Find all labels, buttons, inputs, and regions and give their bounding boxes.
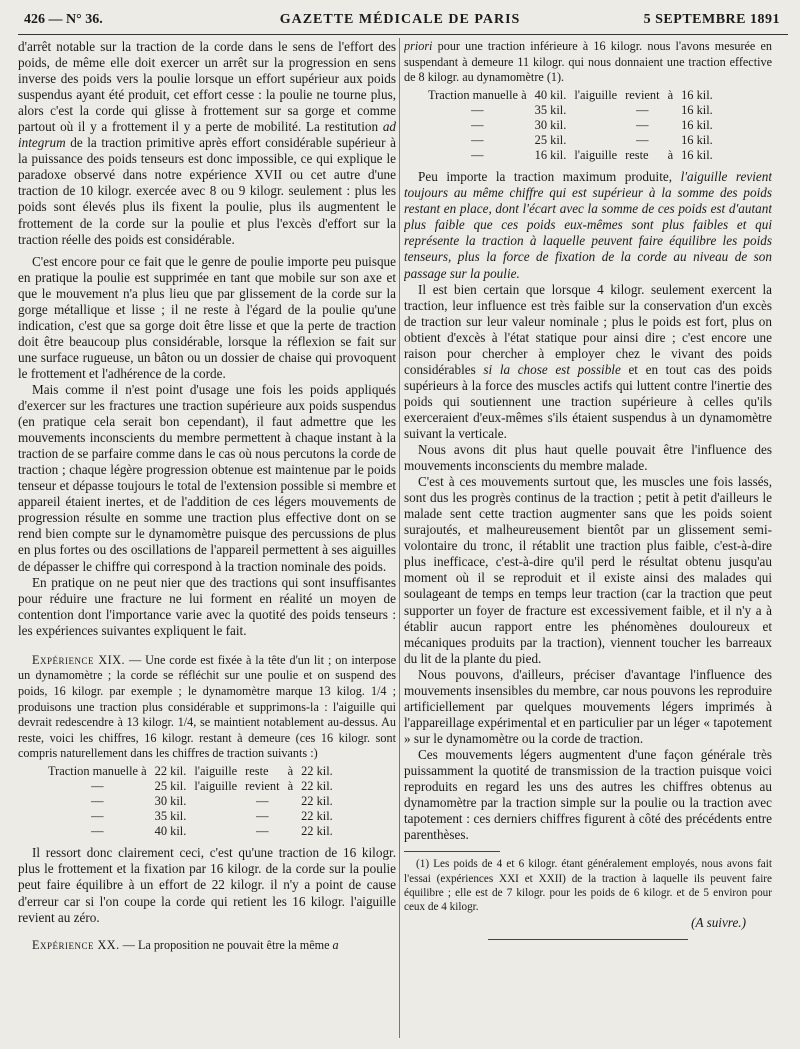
footnote-rule [404,851,500,852]
table-row: — 25 kil. l'aiguille revient à 22 kil. [91,778,333,793]
header-rule [18,34,788,35]
table-row: — 40 kil. — 22 kil. [91,824,333,839]
experiment-19: Expérience XIX. — Une corde est fixée à la tête d'un lit ; on interpose un dynamomètre ; la corde se réfléchit sur une poulie et on suspend des poids, 16 kilogr. par exemple ; le dynamomètre marque 13 kilog. 1/4 ; produisons une traction plus considérable et supprimons-la : l'aiguille qui devrait redescendre à 13 kilogr. 1/4, se maintient notablement au-dessus. Au reste, voici les chiffres, 16 kilogr. restant à demeure (ces 16 kilogr. sont compris naturellement dans les chiffres de traction suivants :) [18,652,396,761]
paragraph: priori pour une traction inférieure à 16 kilogr. nous l'avons mesurée en suspendant à demeure 11 kilogr. qui nous donnaient une traction effective de 8 kilogr. au dynamomètre (1). [404,39,772,85]
end-rule [488,939,688,940]
paragraph: Il ressort donc clairement ceci, c'est qu'une traction de 16 kilogr. plus le frottement et la fixation par 16 kilogr. de la corde sur la poulie peut faire équilibre à un effort de 22 kilogr. il n'y a point de cause d'erreur car si l'on coupe la corde qui retient les 16 kilogr. l'aiguille revient au zéro. [18,845,396,925]
issue-date: 5 SEPTEMBRE 1891 [643,12,780,27]
paragraph: Mais comme il n'est point d'usage une fois les poids appliqués d'exercer sur les fractures une traction supérieure aux poids suspendus (en pratique cela serait bon cependant), il faut admettre que les mouvements inconscients du membre permettent à chaque instant à la traction de se parfaire comme dans le cas où nous percutons la corde de traction ; chaque légère progression obtenue est maintenue par le poids tenseur et dépasse toujours le total de l'extension possible si membre et appareil étaient inertes, et de l'addition de ces légers mouvements de progression résulte en somme une traction plus effective dont on se rend bien compte sur le dynamomètre puisque des percussions de plus en plus fortes ou des oscillations de l'appareil permettent à ses aiguilles de dépasser le chiffre qui correspond à la traction nominale des poids. [18,381,396,574]
paragraph: Peu importe la traction maximum produite, l'aiguille revient toujours au même chiffre qui est supérieur à la somme des poids restant en place, dont l'écart avec la somme de ces poids est d'autant plus faible que ces poids eux-mêmes sont plus faibles et qui représente la traction à laquelle peuvent faire équilibre les poids tenseurs, plus la force de fixation de la corde au niveau de son passage sur la poulie. [404,169,772,281]
experiment-label: Expérience XIX. [32,652,126,667]
table-row: Traction manuelle à 40 kil. l'aiguille revient à 16 kil. [428,87,713,102]
paragraph: Ces mouvements légers augmentent d'une façon générale très puissamment la quotité de transmission de la traction puisque voici reproduits en regard les uns des autres les chiffres obtenus au dynamomètre par la traction simple sur la poulie ou la traction avec tapotement : ces derniers chiffres figurent à côté des précédents entre parenthèses. [404,746,772,843]
paragraph: C'est à ces mouvements surtout que, les muscles une fois lassés, sont dus les progrès continus de la traction ; petit à petit d'ailleurs le malade sent cette traction augmenter sans que les poids soient surajoutés, et malheureusement bientôt par un glissement semi-volontaire du tronc, il rétablit une traction plus faible, c'est-à-dire plus inefficace, c'est-à-dire qu'il perd le résultat obtenu jusqu'au moment où il se reproduit et il existe ainsi des malades qui soulageant de temps en temps leur traction (car la traction que peut supporter un foyer de fracture est excessivement faible, et il n'y a à établir aucun rapport entre les phénomènes douloureux et mécaniques produits par la traction), viennent toucher les barreaux du lit de la plante du pied. [404,474,772,666]
table-row: — 30 kil. — 16 kil. [471,117,713,132]
paragraph: Il est bien certain que lorsque 4 kilogr. seulement exercent la traction, leur influence est très faible sur la conservation d'un excès de traction sur leur valeur nominale ; plus le poids est fort, plus on obtient d'excès à l'état statique pour ainsi dire ; c'est encore une raison pour chercher à employer chez le vivant des poids considérables si la chose est possible et en tout cas des poids supérieurs à la force des muscles actifs qui luttent contre l'inertie des poids qui soutiennent une traction supérieure à celles qu'ils exerceraient d'eux-mêmes s'ils étaient suspendus à un dynamomètre suivant la verticale. [404,281,772,441]
footnote: (1) Les poids de 4 et 6 kilogr. étant généralement employés, nous avons fait l'essai (expériences XXI et XXII) de la traction à laquelle ils peuvent faire équilibre ; elle est de 7 kilogr. pour les poids de 6 kilogr. et de 5 environ pour ceux de 4 kilogr. [404,858,772,914]
paragraph: En pratique on ne peut nier que des tractions qui sont insuffisantes pour réduire une fracture ne lui forment en réalité un moyen de contention dont l'importance varie avec la quotité des poids tenseurs : les expériences suivantes expliquent le fait. [18,574,396,638]
right-column [404,39,772,1044]
table-row: — 35 kil. — 16 kil. [471,102,713,117]
table-row: — 35 kil. — 22 kil. [91,809,333,824]
column-divider [399,38,400,1038]
left-column [18,39,396,1044]
experiment-20: Expérience XX. — La proposition ne pouvait être la même a [32,937,339,952]
page-header [10,6,790,32]
traction-table-left [44,764,337,839]
table-row: — 30 kil. — 22 kil. [91,794,333,809]
experiment-label: Expérience XX. [32,937,120,952]
table-row: — 25 kil. — 16 kil. [471,133,713,148]
table-row: Traction manuelle à 22 kil. l'aiguille reste à 22 kil. [48,763,333,778]
paragraph: d'arrêt notable sur la traction de la corde dans le sens de l'effort des poids, de même elle doit exercer un arrêt sur la progression en sens inverse des poids vers la poulie lorsque un effort supérieur aux poids suspendus ayant été produit, cet effort cesse : la poulie ne tourne plus, alors c'est la corde qui glisse à frottement sur sa gorge et comme partout où il y a frottement il y a perte de mobilité. La restitution ad integrum de la traction primitive après effort considérable supérieur à la puissance des poids tenseurs est donc impossible, ce qui explique le paradoxe observé dans notre expérience XVII ou cet autre d'une traction de 10 kilogr. exercée avec 8 ou 9 kilogr. seulement : plus les poids sont élevés plus ils fixent la poulie, plus ils augmentent le frottement de la corde sur la poulie et plus l'excès d'effort sur la traction réelle des poids est considérable. [18,39,396,247]
to-be-continued: (A suivre.) [691,914,746,930]
traction-table-right [424,88,717,163]
paragraph: Nous avons dit plus haut quelle pouvait être l'influence des mouvements inconscients du membre malade. [404,442,772,474]
page-number: 426 — N° 36. [24,12,103,27]
journal-title: GAZETTE MÉDICALE DE PARIS [279,12,521,27]
table-row: — 16 kil. l'aiguille reste à 16 kil. [471,148,713,163]
paragraph: Nous pouvons, d'ailleurs, préciser d'avantage l'influence des mouvements insensibles du membre, car nous pouvons les reproduire artificiellement par quelques mouvements légers imprimés à l'appareillage expérimental et en particulier par un léger « tapotement » sur le dynamomètre ou la corde de traction. [404,666,772,746]
paragraph: C'est encore pour ce fait que le genre de poulie importe peu puisque en pratique la poulie est supprimée en tant que mobile sur son axe et que le mouvement n'a plus lieu que par glissement de la corde sur la gorge métallique et lisse ; il ne reste à l'égard de la poulie qu'une indication, c'est que sa gorge doit être lisse et que la perte de traction doit être beaucoup plus considérable, lorsque la réflexion se fait sur une surface rugueuse, un bâton ou un dossier de chaise qui provoquent le frottement et l'adhérence de la corde. [18,253,396,381]
